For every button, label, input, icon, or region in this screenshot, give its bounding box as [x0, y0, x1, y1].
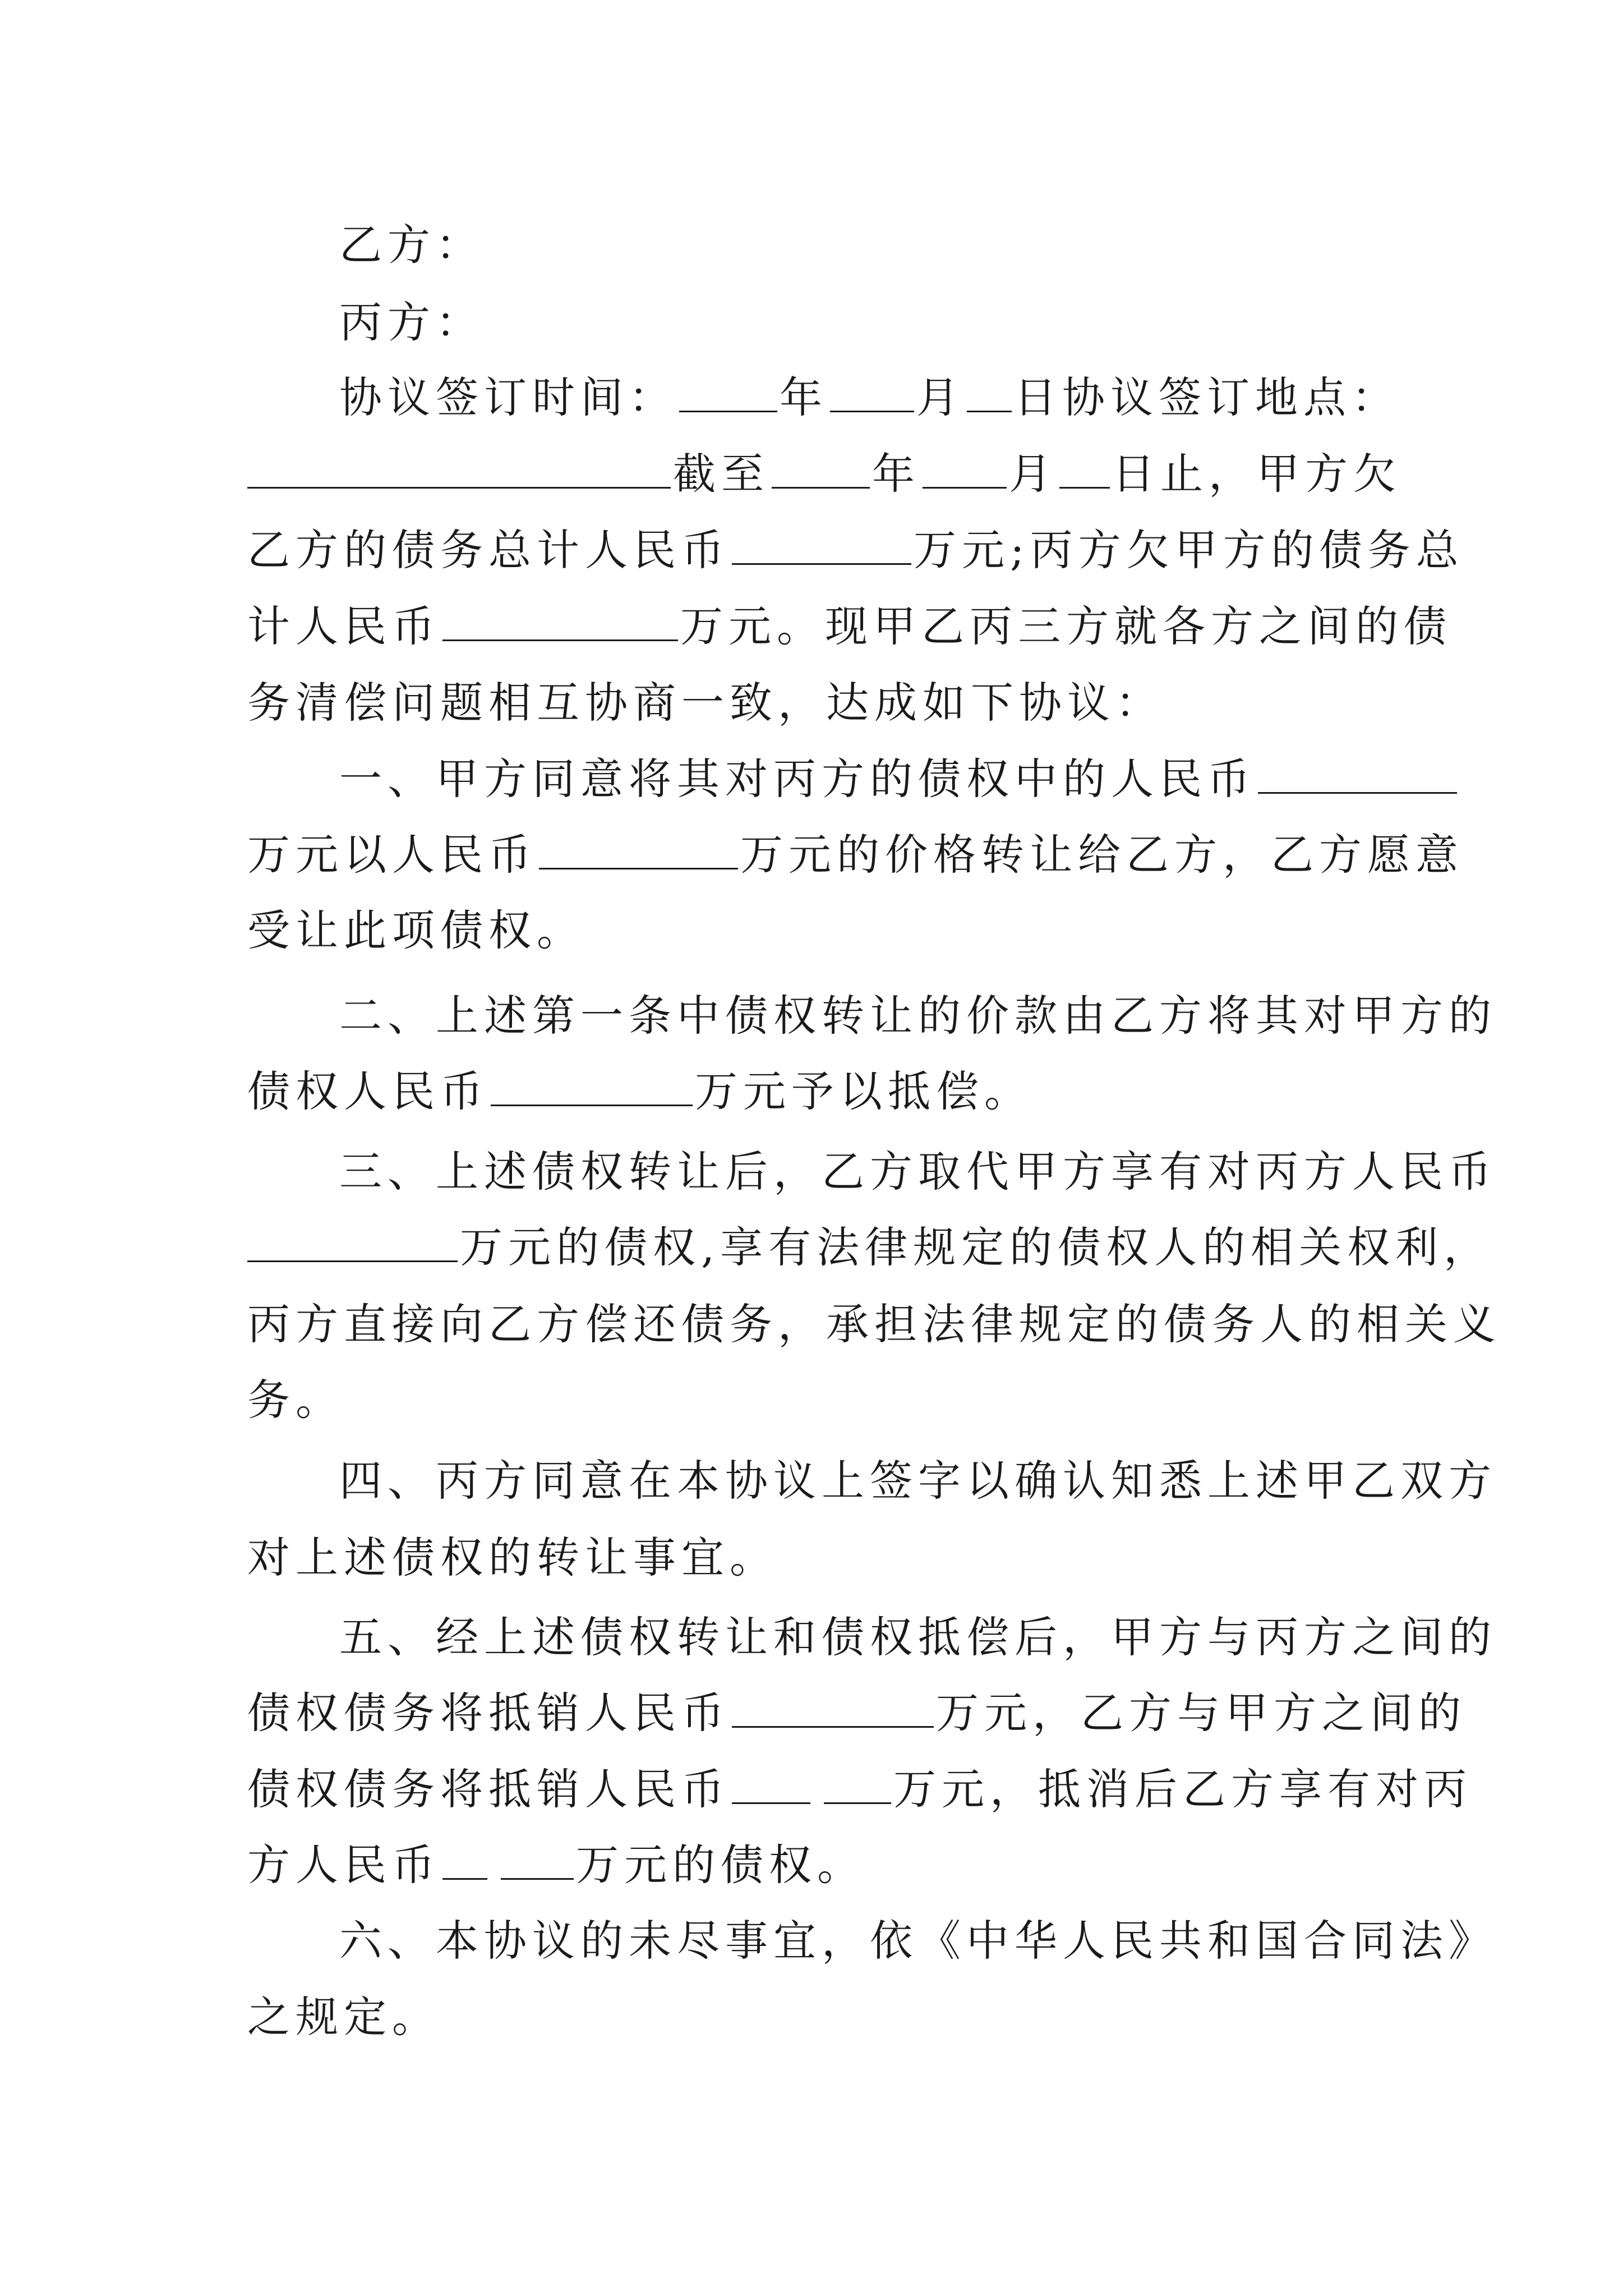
clause-5-line-4 [247, 1837, 865, 1893]
clause-5-line-1 [339, 1609, 1497, 1665]
clause-5-text-b2: 万元，乙方与甲方之间的 [936, 1688, 1467, 1738]
clause-5-line-3 [247, 1761, 1472, 1818]
year-text: 年 [780, 372, 828, 422]
clause-4-text-a: 四、丙方同意在本协议上签字以确认知悉上述甲乙双方 [339, 1456, 1497, 1506]
day-place-text: 日协议签订地点： [1014, 372, 1400, 422]
party-b-label: 乙方： [339, 220, 484, 270]
sign-time-label: 协议签订时间： [339, 372, 677, 422]
clause-1-text-b2: 万元的价格转让给乙方，乙方愿意 [740, 830, 1464, 880]
blank-clause-5-c2 [501, 1839, 574, 1880]
blank-clause-5-a [732, 1687, 934, 1728]
clause-6-line-1 [339, 1913, 1497, 1969]
blank-clause-3 [247, 1221, 458, 1262]
clause-3-text-a: 三、上述债权转让后，乙方取代甲方享有对丙方人民币 [339, 1147, 1497, 1197]
sign-time-line [339, 370, 1400, 426]
clause-4-line-2 [247, 1530, 778, 1586]
blank-clause-5-b1 [732, 1763, 810, 1804]
clause-1-line-3 [247, 903, 585, 959]
as-of-text: 截至 [673, 449, 769, 499]
clause-3-text-d: 务。 [247, 1375, 344, 1425]
month-text: 月 [916, 372, 965, 422]
blank-clause-5-c1 [442, 1839, 487, 1880]
clause-1-line-1 [339, 751, 1459, 807]
blank-day-2 [1059, 448, 1110, 489]
blank-month-2 [923, 448, 1007, 489]
clause-2-text-a: 二、上述第一条中债权转让的价款由乙方将其对甲方的 [339, 991, 1497, 1041]
clause-3-line-1 [339, 1144, 1497, 1200]
clause-5-line-2 [247, 1685, 1467, 1741]
blank-place [247, 448, 671, 489]
clause-2-text-b1: 债权人民币 [247, 1066, 488, 1116]
blank-debt-2 [442, 600, 678, 641]
clause-1-text-b1: 万元以人民币 [247, 830, 537, 880]
blank-year-2 [772, 448, 870, 489]
clause-5-text-d2: 万元的债权。 [576, 1840, 865, 1890]
clause-4-line-1 [339, 1453, 1497, 1509]
debt-text-a: 乙方的债务总计人民币 [247, 525, 730, 575]
clause-3-text-b: 万元的债权,享有法律规定的债权人的相关权利， [460, 1222, 1492, 1272]
clause-3-line-4 [247, 1372, 344, 1428]
clause-2-line-1 [339, 988, 1497, 1044]
debt-text-e: 务清偿问题相互协商一致，达成如下协议： [247, 678, 1164, 728]
clause-2-line-2 [247, 1064, 1032, 1120]
blank-day [967, 371, 1012, 412]
party-c-line [339, 295, 484, 351]
clause-5-text-b1: 债权债务将抵销人民币 [247, 1688, 730, 1738]
clause-3-line-3 [247, 1296, 1501, 1352]
clause-2-text-b2: 万元予以抵偿。 [695, 1066, 1032, 1116]
clause-1-line-2 [247, 827, 1464, 883]
clause-1-text-a: 一、甲方同意将其对丙方的债权中的人民币 [339, 754, 1256, 804]
blank-clause-1-b [539, 829, 738, 869]
blank-clause-5-b2 [824, 1763, 891, 1804]
blank-clause-2 [491, 1065, 693, 1106]
blank-year [679, 371, 777, 412]
clause-6-text-b: 之规定。 [247, 1992, 440, 2042]
debt-line-1 [247, 522, 1464, 578]
debt-line-3 [247, 675, 1164, 731]
debt-line-2 [247, 599, 1452, 655]
party-c-label: 丙方： [339, 297, 484, 347]
clause-3-line-2 [247, 1220, 1492, 1276]
as-of-line [247, 446, 1401, 502]
clause-5-text-a: 五、经上述债权转让和债权抵偿后，甲方与丙方之间的 [339, 1612, 1497, 1662]
clause-5-text-c2: 万元，抵消后乙方享有对丙 [893, 1764, 1472, 1814]
debt-text-d: 万元。现甲乙丙三方就各方之间的债 [680, 601, 1452, 651]
month-text-2: 月 [1009, 449, 1057, 499]
year-text-2: 年 [872, 449, 920, 499]
blank-debt-1 [732, 524, 911, 565]
debt-text-c: 计人民币 [247, 601, 440, 651]
clause-4-text-b: 对上述债权的转让事宜。 [247, 1533, 778, 1582]
clause-6-line-2 [247, 1989, 440, 2045]
clause-5-text-c1: 债权债务将抵销人民币 [247, 1764, 730, 1814]
clause-1-text-c: 受让此项债权。 [247, 905, 585, 955]
clause-6-text-a: 六、本协议的未尽事宜，依《中华人民共和国合同法》 [339, 1916, 1497, 1966]
blank-month [830, 371, 914, 412]
party-b-line [339, 217, 484, 273]
clause-3-text-c: 丙方直接向乙方偿还债务，承担法律规定的债务人的相关义 [247, 1299, 1501, 1349]
day-stop-text: 日止，甲方欠 [1112, 449, 1401, 499]
blank-clause-1-a [1258, 753, 1457, 794]
clause-5-text-d1: 方人民币 [247, 1840, 440, 1890]
debt-text-b: 万元;丙方欠甲方的债务总 [914, 525, 1464, 575]
